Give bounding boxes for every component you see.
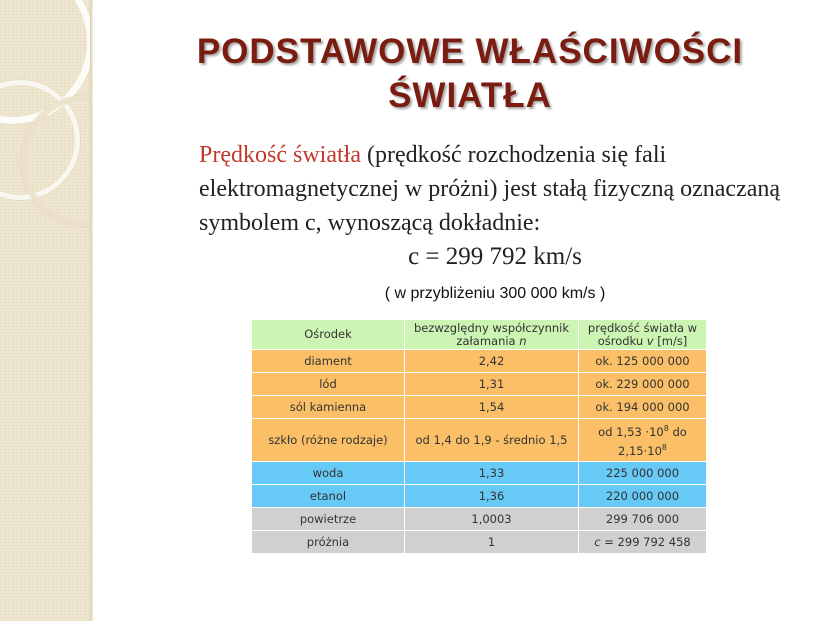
cell-index: 1,36 xyxy=(405,485,579,508)
table-row xyxy=(252,373,707,396)
cell-speed: ok. 125 000 000 xyxy=(579,350,707,373)
cell-speed: 225 000 000 xyxy=(579,462,707,485)
cell-speed xyxy=(579,531,707,554)
cell-medium: woda xyxy=(252,462,405,485)
table-row xyxy=(252,419,707,462)
header-speed xyxy=(579,320,707,350)
cell-speed: 299 706 000 xyxy=(579,508,707,531)
cell-index: 1,33 xyxy=(405,462,579,485)
table-row xyxy=(252,462,707,485)
cell-index: 1,54 xyxy=(405,396,579,419)
cell-medium: powietrze xyxy=(252,508,405,531)
cell-speed: 220 000 000 xyxy=(579,485,707,508)
table-row xyxy=(252,350,707,373)
header-speed-label: prędkość światła w ośrodku xyxy=(587,320,698,348)
cell-medium: próżnia xyxy=(252,531,405,554)
intro-paragraph xyxy=(199,138,799,240)
header-index-label: bezwzględny współczynnik załamania xyxy=(413,320,570,348)
decorative-side-panel xyxy=(0,0,90,621)
cell-index: 1,0003 xyxy=(405,508,579,531)
side-panel-edge xyxy=(90,0,93,621)
cell-speed: ok. 229 000 000 xyxy=(579,373,707,396)
table-row xyxy=(252,531,707,554)
speed-symbol: c xyxy=(594,535,601,549)
header-speed-symbol: v xyxy=(646,333,654,348)
speed-formula: c = 299 792 km/s xyxy=(408,243,582,270)
table-header-row xyxy=(252,320,707,350)
cell-speed xyxy=(579,419,707,462)
slide-title xyxy=(120,30,820,118)
cell-speed: ok. 194 000 000 xyxy=(579,396,707,419)
cell-medium: lód xyxy=(252,373,405,396)
cell-medium: diament xyxy=(252,350,405,373)
intro-text: (prędkość rozchodzenia się fali elektromagnetycznej w próżni) jest stałą fizyczną oznaczaną symbolem c, wynoszącą dokładnie: xyxy=(199,142,781,236)
cell-index: 1 xyxy=(405,531,579,554)
table-row xyxy=(252,508,707,531)
cell-medium: szkło (różne rodzaje) xyxy=(252,419,405,462)
table-row xyxy=(252,396,707,419)
speed-range-end: do 2,15·10 xyxy=(618,425,687,458)
header-speed-unit: [m/s] xyxy=(657,333,688,348)
cell-medium: etanol xyxy=(252,485,405,508)
speed-exponent: 8 xyxy=(663,424,669,434)
cell-medium: sól kamienna xyxy=(252,396,405,419)
header-refractive-index xyxy=(405,320,579,350)
table-row xyxy=(252,485,707,508)
cell-index: od 1,4 do 1,9 - średnio 1,5 xyxy=(405,419,579,462)
cell-index: 2,42 xyxy=(405,350,579,373)
intro-highlight: Prędkość światła xyxy=(199,142,361,168)
slide-title-line-1: PODSTAWOWE WŁAŚCIWOŚCI xyxy=(196,32,744,71)
header-index-symbol: n xyxy=(519,333,527,348)
speed-range-start: od 1,53 ·10 xyxy=(598,425,664,439)
speed-exponent: 8 xyxy=(661,443,667,452)
refractive-index-table xyxy=(251,319,707,554)
approximation-note: ( w przybliżeniu 300 000 km/s ) xyxy=(384,285,606,302)
cell-index: 1,31 xyxy=(405,373,579,396)
slide-title-line-2: ŚWIATŁA xyxy=(388,76,552,115)
header-medium: Ośrodek xyxy=(252,320,405,350)
speed-value: = 299 792 458 xyxy=(600,535,691,549)
